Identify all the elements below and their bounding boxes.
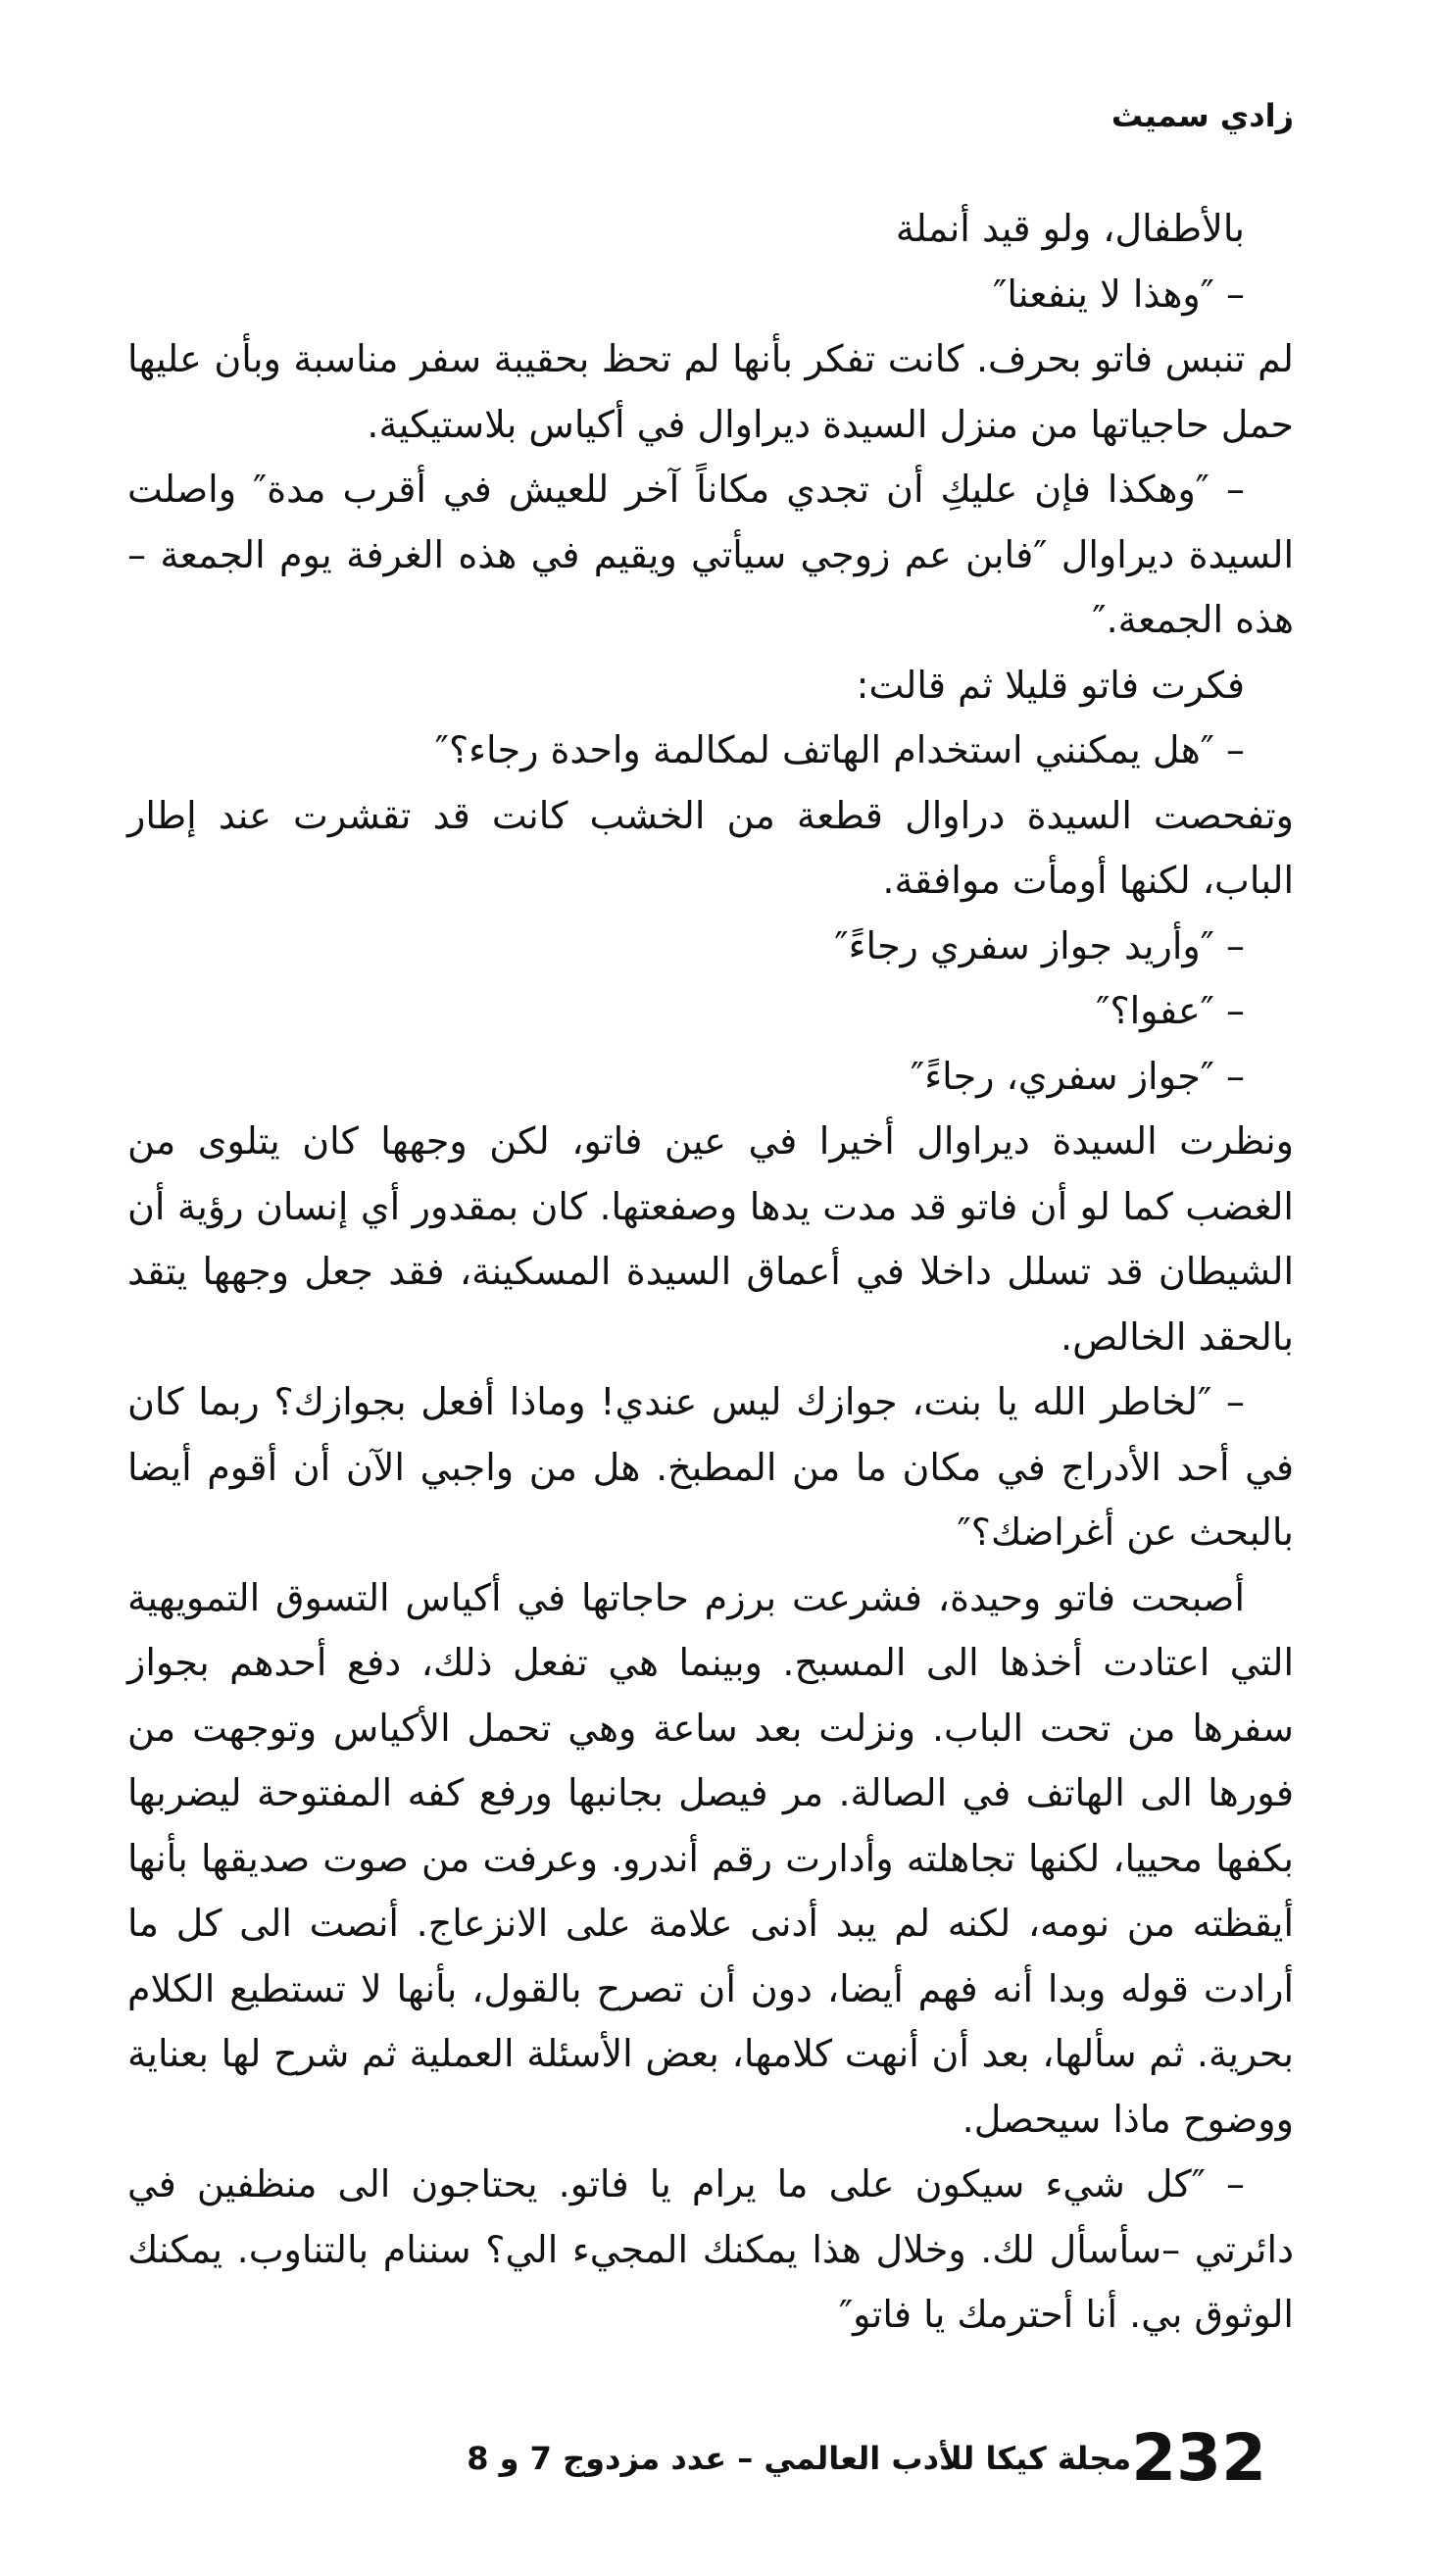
paragraph: – ″وأريد جواز سفري رجاءً″ [834, 923, 1245, 967]
paragraph: بالأطفال، ولو قيد أنملة [895, 207, 1245, 250]
paragraph: وتفحصت السيدة دراوال قطعة من الخشب كانت قد تقشرت عند إطار الباب، لكنها أومأت موافقة. [127, 793, 1294, 902]
paragraph: – ″عفوا؟″ [1096, 989, 1245, 1032]
page-footer [137, 2419, 1294, 2498]
paragraph: لم تنبس فاتو بحرف. كانت تفكر بأنها لم تحظ بحقيبة سفر مناسبة وبأن عليها حمل حاجياتها من منزل السيدة ديراوال في أكياس بلاستيكية. [127, 337, 1294, 446]
paragraph: – ″كل شيء سيكون على ما يرام يا فاتو. يحتاجون الى منظفين في دائرتي –سأسأل لك. وخلال هذا يمكنك المجيء الي؟ سننام بالتناوب. يمكنك الوثوق بي. أنا أحترمك يا فاتو″ [127, 2162, 1294, 2336]
paragraph: أصبحت فاتو وحيدة، فشرعت برزم حاجاتها في أكياس التسوق التمويهية التي اعتادت أخذها الى المسبح. وبينما هي تفعل ذلك، دفع أحدهم بجواز سفرها من تحت الباب. ونزلت بعد ساعة وهي تحمل الأكياس وتوجهت من فورها الى الهاتف في الصالة. مر فيصل بجانبها ورفع كفه المفتوحة ليضربها بكفها محييا، لكنها تجاهلته وأدارت رقم أندرو. وعرفت من صوت صديقها بأنها أيقظته من نومه، لكنه لم يبد أدنى علامة على الانزعاج. أنصت الى كل ما أرادت قوله وبدا أنه فهم أيضا، دون أن تصرح بالقول، بأنها لا تستطيع الكلام بحرية. ثم سألها، بعد أن أنهت كلامها، بعض الأسئلة العملية ثم شرح لها بعناية ووضوح ماذا سيحصل. [127, 1575, 1294, 2141]
paragraph: – ″وهذا لا ينفعنا″ [993, 272, 1245, 316]
paragraph: – ″لخاطر الله يا بنت، جوازك ليس عندي! وماذا أفعل بجوازك؟ ربما كان في أحد الأدراج في مكان ما من المطبخ. هل من واجبي الآن أن أقوم أيضا بالبحث عن أغراضك؟″ [127, 1380, 1294, 1554]
running-header-author: زادي سميث [1110, 97, 1294, 134]
page-number: 232 [1131, 2420, 1266, 2496]
body-text [127, 196, 1294, 2348]
paragraph: – ″وهكذا فإن عليكِ أن تجدي مكاناً آخر للعيش في أقرب مدة″ واصلت السيدة ديراوال ″فابن عم زوجي سيأتي ويقيم في هذه الغرفة يوم الجمعة –هذه الجمعة.″ [127, 468, 1294, 641]
paragraph: – ″جواز سفري، رجاءً″ [911, 1054, 1245, 1098]
journal-info: مجلة كيكا للأدب العالمي – عدد مزدوج 7 و 8 [467, 2440, 1132, 2477]
paragraph: ونظرت السيدة ديراوال أخيرا في عين فاتو، لكن وجهها كان يتلوى من الغضب كما لو أن فاتو قد مدت يدها وصفعتها. كان بمقدور أي إنسان رؤية أن الشيطان قد تسلل داخلا في أعماق السيدة المسكينة، فقد جعل وجهها يتقد بالحقد الخالص. [127, 1119, 1294, 1359]
paragraph: فكرت فاتو قليلا ثم قالت: [856, 663, 1245, 707]
paragraph: – ″هل يمكنني استخدام الهاتف لمكالمة واحدة رجاء؟″ [434, 728, 1245, 771]
